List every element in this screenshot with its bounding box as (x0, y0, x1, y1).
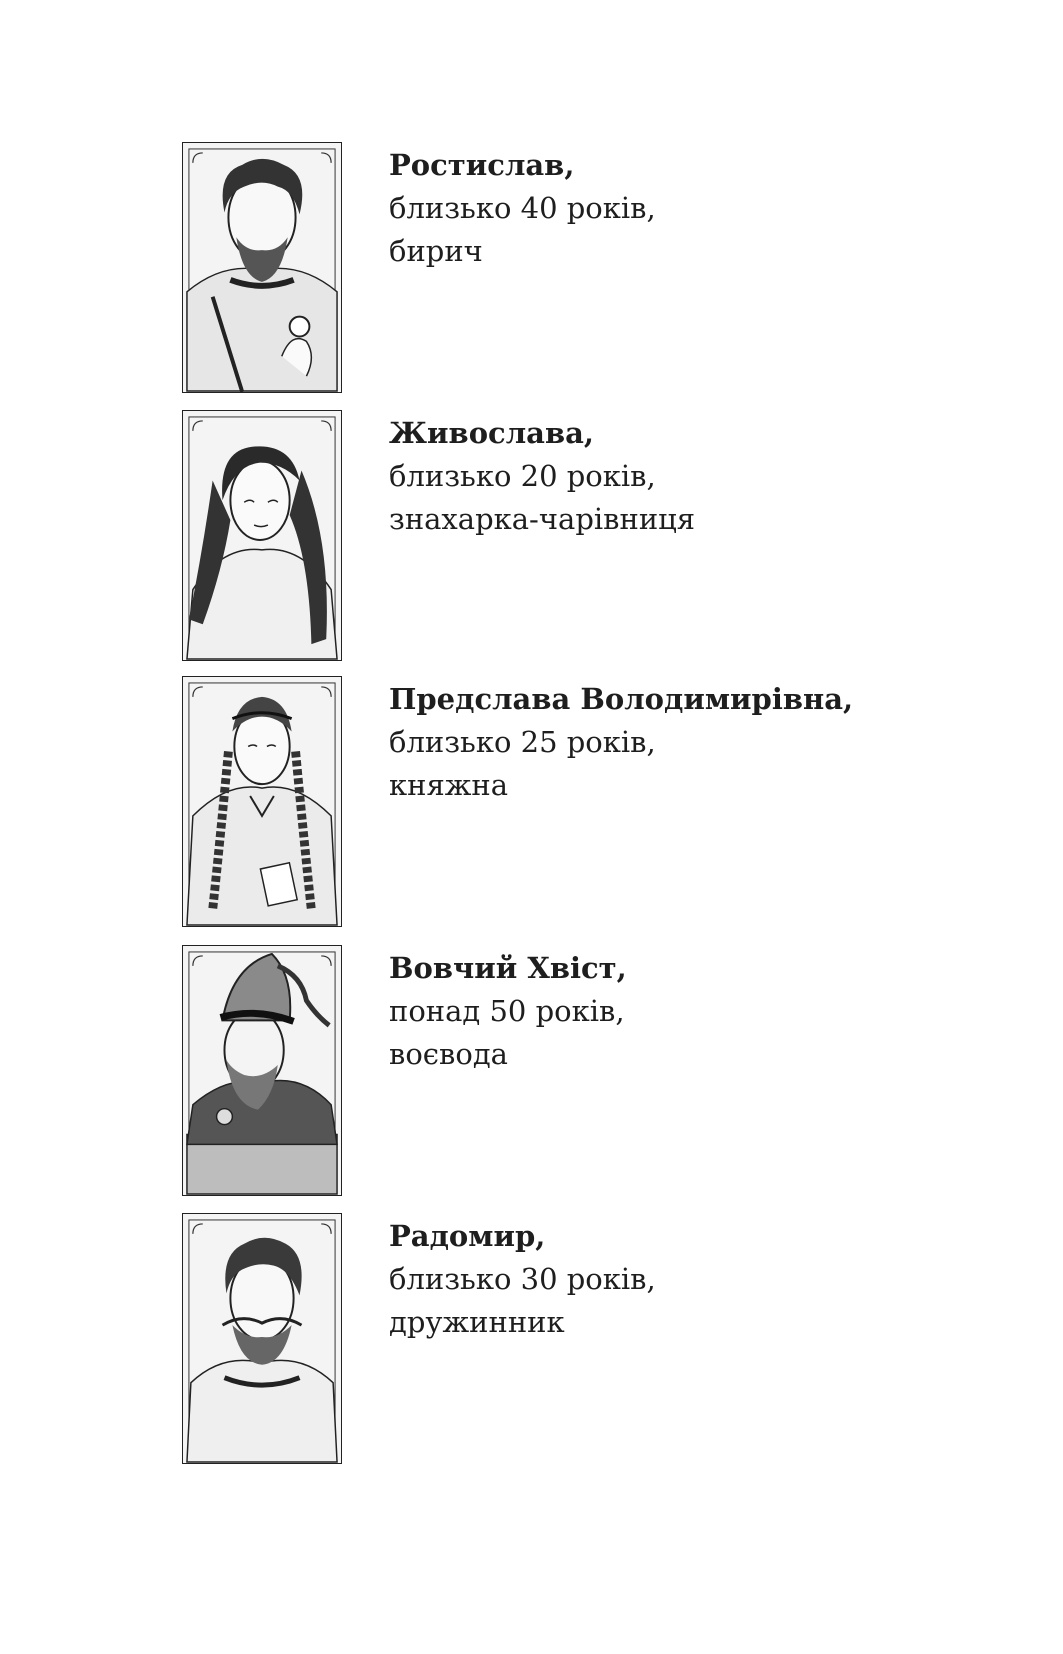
portrait-image-zhyvoslava (182, 410, 342, 661)
character-entry-predslava (182, 676, 882, 928)
character-entry-zhyvoslava (182, 410, 882, 662)
character-role: дружинник (389, 1305, 565, 1339)
portrait-image-vovchyi-khvist (182, 945, 342, 1196)
character-info (389, 144, 656, 273)
character-age: близько 40 років, (389, 191, 656, 225)
character-role: княжна (389, 768, 509, 802)
character-name: Радомир, (389, 1219, 546, 1253)
character-name: Предслава Володимирівна, (389, 682, 854, 716)
character-info (389, 412, 695, 541)
character-age: понад 50 років, (389, 994, 625, 1028)
character-entry-vovchyi-khvist (182, 945, 882, 1197)
character-age: близько 20 років, (389, 459, 656, 493)
character-entry-radomyr (182, 1213, 882, 1465)
character-age: близько 25 років, (389, 725, 656, 759)
character-entry-rostyslav (182, 142, 882, 394)
character-name: Ростислав, (389, 148, 575, 182)
character-role: бирич (389, 234, 483, 268)
character-age: близько 30 років, (389, 1262, 656, 1296)
character-name: Живослава, (389, 416, 594, 450)
character-info (389, 947, 627, 1076)
portrait-image-rostyslav (182, 142, 342, 393)
character-info (389, 1215, 656, 1344)
character-name: Вовчий Хвіст, (389, 951, 627, 985)
character-role: воєвода (389, 1037, 508, 1071)
portrait-image-radomyr (182, 1213, 342, 1464)
character-info (389, 678, 853, 807)
portrait-image-predslava (182, 676, 342, 927)
character-role: знахарка-чарівниця (389, 502, 696, 536)
